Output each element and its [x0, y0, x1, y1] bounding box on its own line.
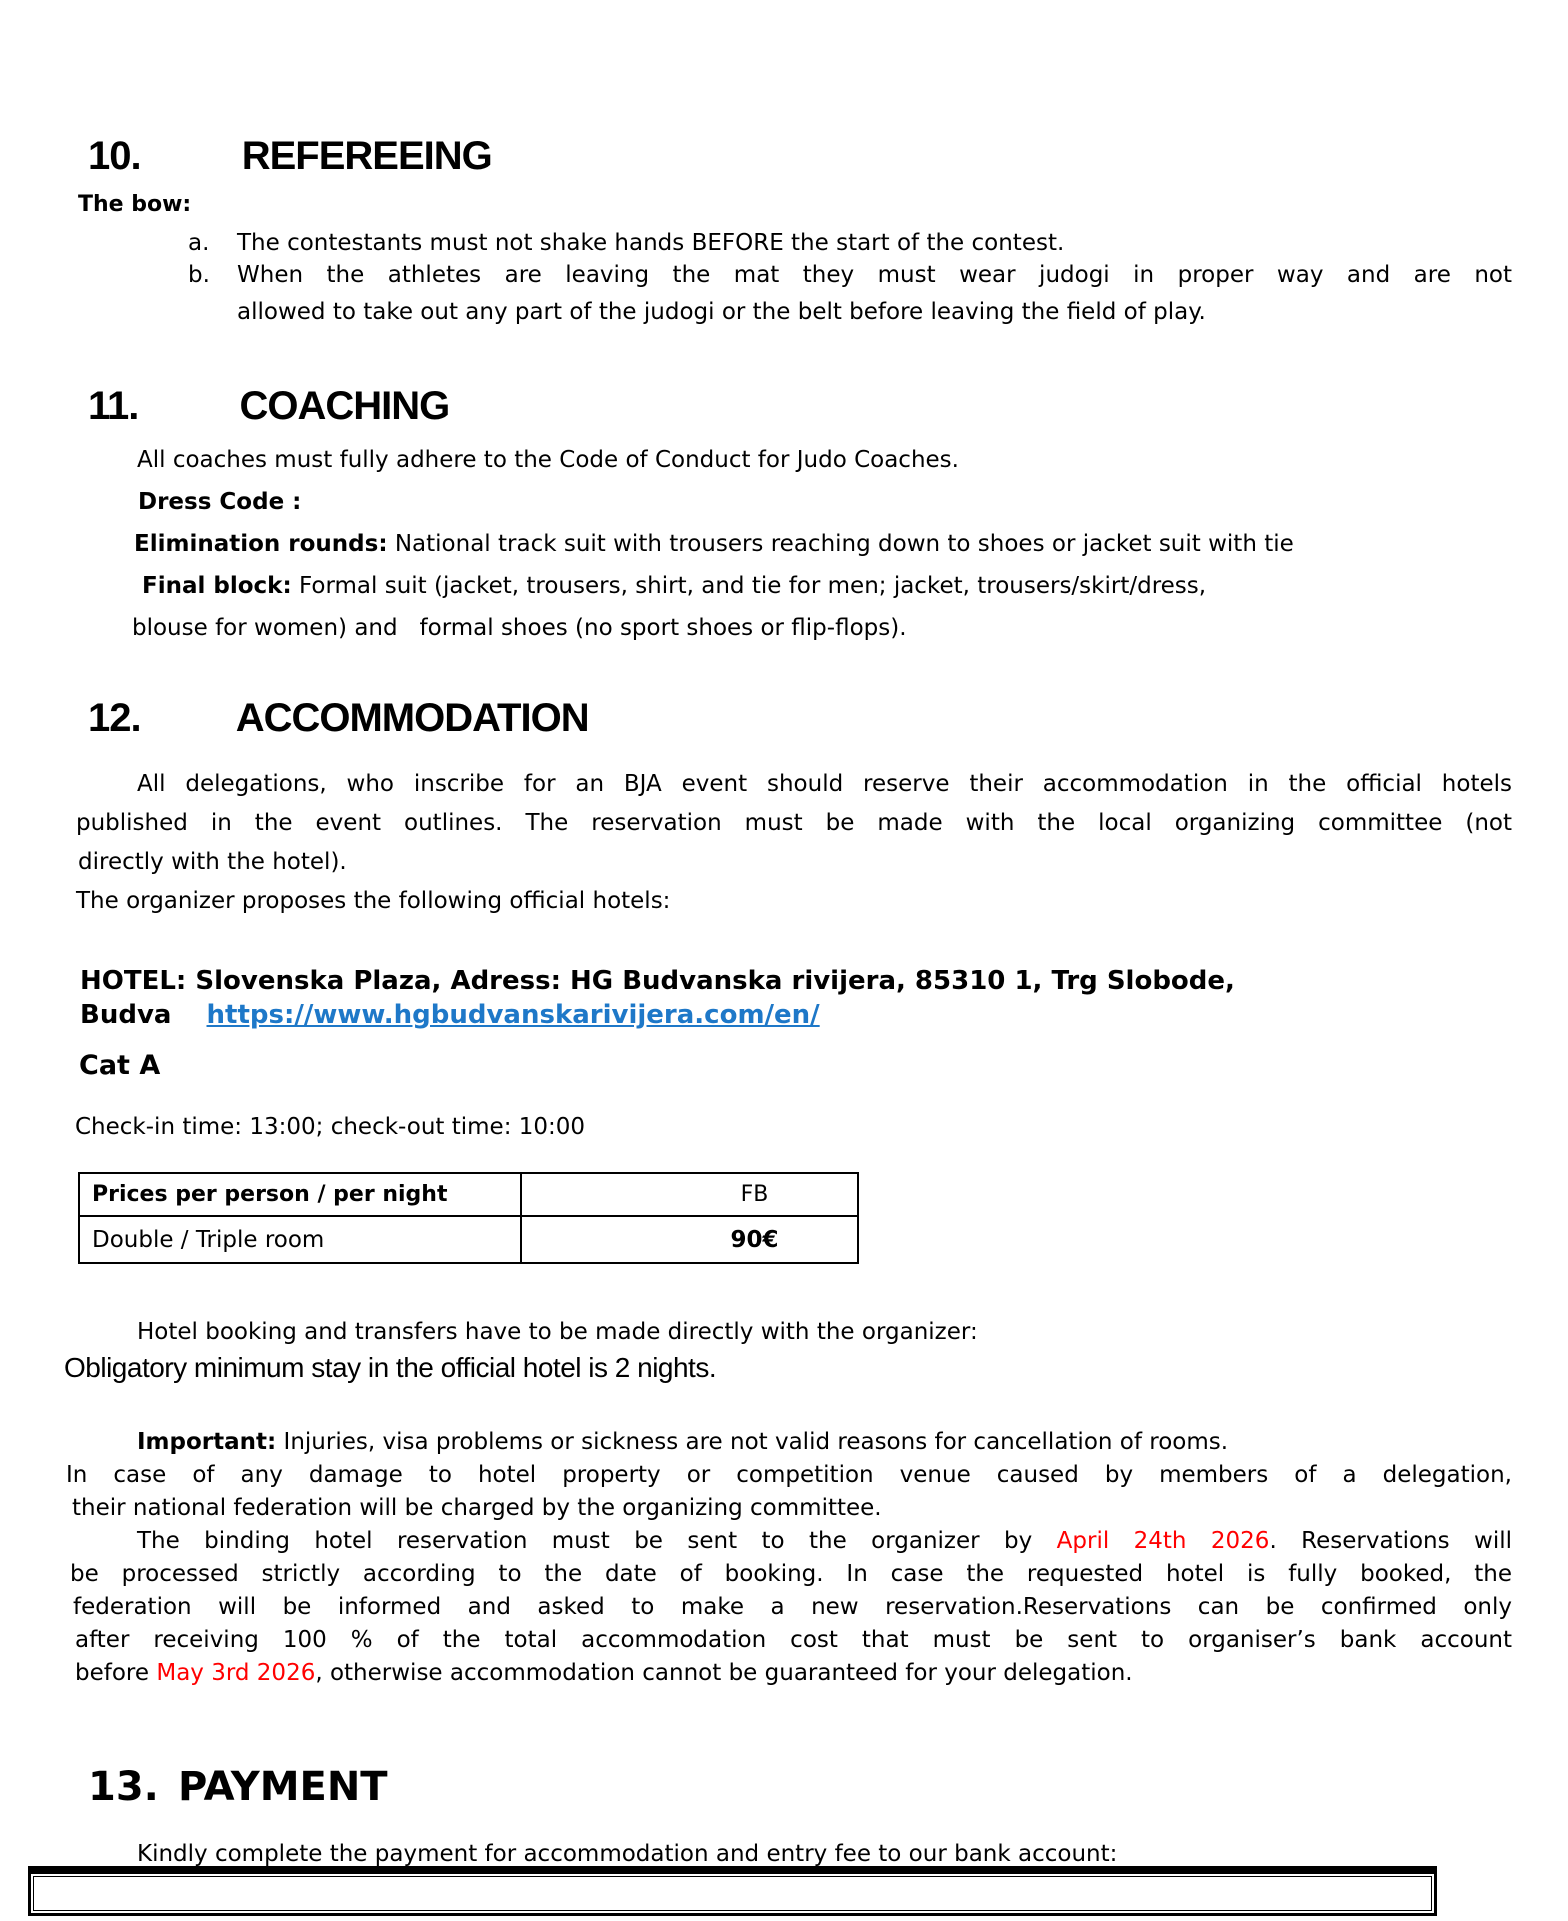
important-label: Important: — [137, 1429, 277, 1455]
elimination-rounds-label: Elimination rounds: — [134, 531, 388, 557]
coaching-line-1: All coaches must fully adhere to the Code of Conduct for Judo Coaches. — [137, 447, 959, 473]
the-bow-label: The bow: — [78, 192, 192, 217]
final-block-text: Formal suit (jacket, trousers, shirt, and tie for men; jacket, trousers/skirt/dress, — [291, 573, 1207, 599]
checkin-checkout-line: Check-in time: 13:00; check-out time: 10:00 — [75, 1114, 586, 1140]
accommodation-para-line2: published in the event outlines. The reservation must be made with the local organizing committee (not — [76, 810, 1512, 836]
final-block-label: Final block: — [142, 573, 292, 599]
category-label: Cat A — [79, 1050, 161, 1081]
price-table-header-fb: FB — [740, 1182, 769, 1207]
section-13-title: PAYMENT — [177, 1764, 388, 1810]
price-table — [78, 1172, 859, 1264]
price-table-header-row — [80, 1174, 857, 1217]
elimination-rounds-text: National track suit with trousers reaching down to shoes or jacket suit with tie — [387, 531, 1294, 557]
binding-line1-b: . Reservations will — [1269, 1528, 1512, 1554]
section-12-title: ACCOMMODATION — [235, 696, 589, 740]
booking-line: Hotel booking and transfers have to be made directly with the organizer: — [137, 1319, 978, 1345]
deadline-date-1: April 24th 2026 — [1056, 1528, 1270, 1554]
dress-code-label: Dress Code : — [138, 489, 302, 515]
important-line1-text: Injuries, visa problems or sickness are not valid reasons for cancellation of rooms. — [276, 1429, 1229, 1455]
section-11-title: COACHING — [239, 384, 450, 428]
binding-line5 — [75, 1659, 1133, 1688]
binding-line2: be processed strictly according to the date of booking. In case the requested hotel is fully booked, the — [70, 1561, 1512, 1587]
section-10-number: 10. — [88, 134, 141, 178]
hotel-city: Budva — [80, 1000, 172, 1030]
list-item-b-line1: When the athletes are leaving the mat they must wear judogi in proper way and are not — [237, 262, 1512, 288]
price-table-data-row — [80, 1217, 857, 1262]
binding-line3: federation will be informed and asked to make a new reservation.Reservations can be confirmed only — [73, 1594, 1512, 1620]
list-item-a: The contestants must not shake hands BEFORE the start of the contest. — [237, 230, 1065, 256]
important-line2: In case of any damage to hotel property or competition venue caused by members of a delegation, — [66, 1462, 1512, 1488]
accommodation-para-line4: The organizer proposes the following official hotels: — [76, 888, 671, 914]
obligatory-stay-line: Obligatory minimum stay in the official hotel is 2 nights. — [64, 1352, 717, 1383]
bank-account-box-inner — [33, 1876, 1432, 1911]
section-10-heading — [88, 134, 492, 179]
section-13-heading — [88, 1764, 388, 1810]
final-block-line2: blouse for women) and formal shoes (no sport shoes or flip-flops). — [132, 615, 907, 641]
hotel-website-link[interactable]: https://www.hgbudvanskarivijera.com/en/ — [206, 1000, 820, 1030]
section-13-number: 13. — [88, 1764, 159, 1810]
section-12-number: 12. — [88, 696, 141, 740]
binding-line4: after receiving 100 % of the total accommodation cost that must be sent to organiser’s bank account — [75, 1627, 1512, 1653]
price-table-price: 90€ — [730, 1226, 779, 1253]
binding-line1 — [137, 1527, 1512, 1556]
hotel-line-2 — [80, 1000, 820, 1030]
final-block-line — [142, 572, 1206, 601]
hotel-line-1: HOTEL: Slovenska Plaza, Adress: HG Budvanska rivijera, 85310 1, Trg Slobode, — [80, 966, 1235, 996]
binding-line1-a: The binding hotel reservation must be sent to the organizer by — [137, 1528, 1057, 1554]
price-table-room-type: Double / Triple room — [80, 1217, 522, 1262]
list-marker-b: b. — [188, 262, 210, 288]
important-line3: their national federation will be charged by the organizing committee. — [72, 1495, 882, 1521]
section-12-heading — [88, 696, 589, 741]
list-item-b-line2: allowed to take out any part of the judogi or the belt before leaving the field of play. — [237, 299, 1206, 325]
bank-account-box — [28, 1866, 1437, 1916]
deadline-date-2: May 3rd 2026 — [156, 1660, 316, 1686]
price-table-header-label: Prices per person / per night — [80, 1174, 522, 1215]
list-marker-a: a. — [188, 230, 210, 256]
elimination-rounds-line — [134, 530, 1294, 559]
accommodation-para-line3: directly with the hotel). — [78, 849, 347, 875]
payment-line1: Kindly complete the payment for accommodation and entry fee to our bank account: — [137, 1841, 1118, 1867]
binding-line5-b: , otherwise accommodation cannot be guaranteed for your delegation. — [315, 1660, 1133, 1686]
section-11-heading — [88, 384, 449, 429]
section-11-number: 11. — [88, 384, 139, 428]
important-line1 — [137, 1428, 1228, 1457]
section-10-title: REFEREEING — [241, 134, 492, 178]
binding-line5-a: before — [75, 1660, 157, 1686]
accommodation-para-line1: All delegations, who inscribe for an BJA event should reserve their accommodation in the official hotels — [137, 771, 1512, 797]
